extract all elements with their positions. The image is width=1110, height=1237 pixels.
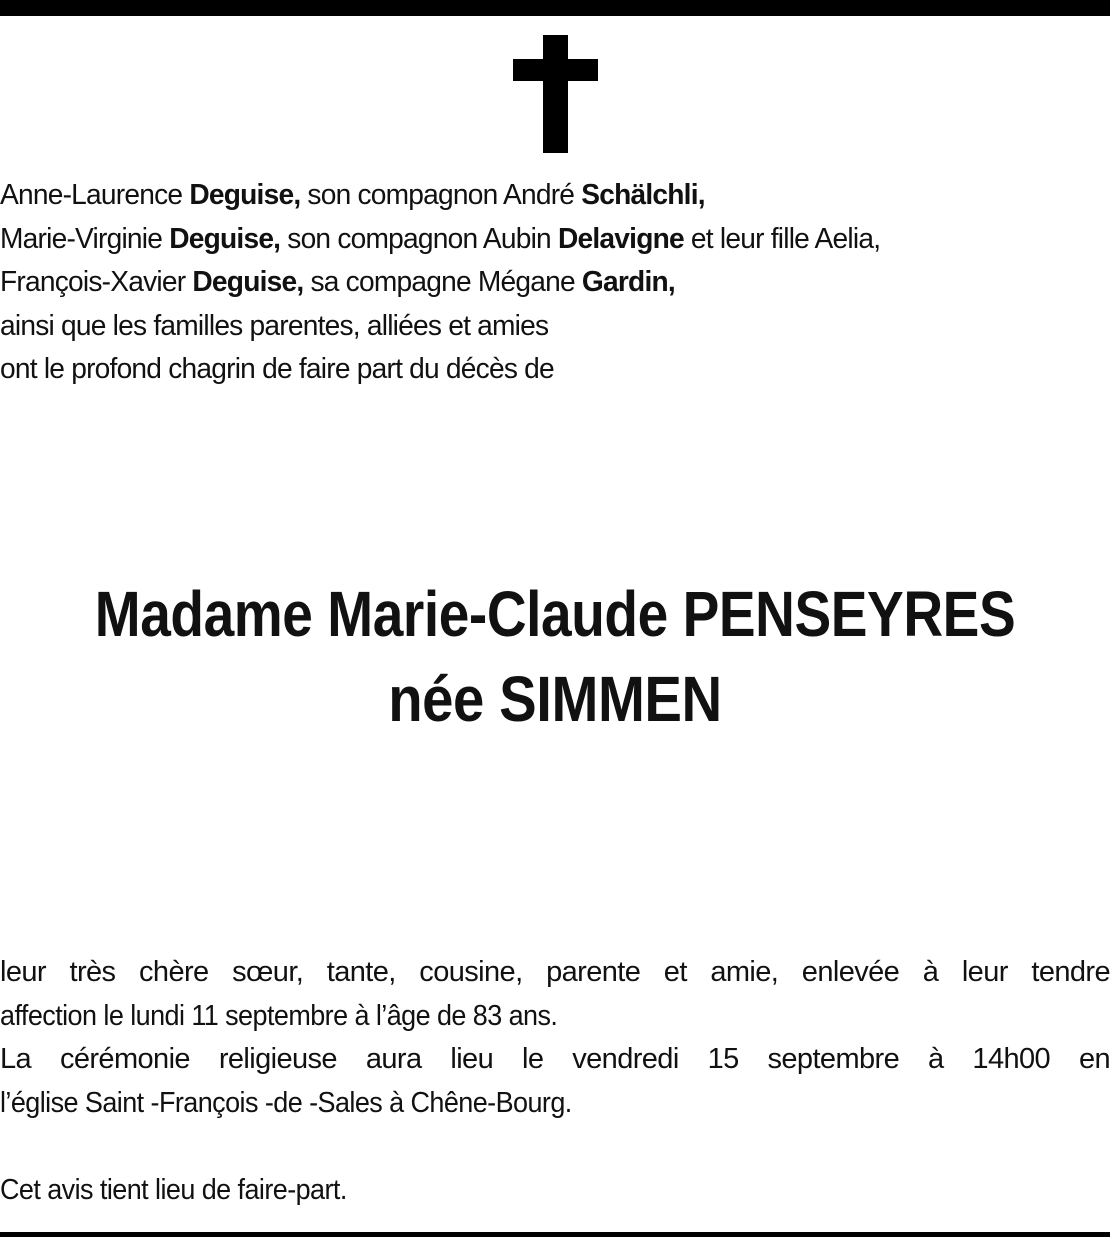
deceased-name-block — [0, 572, 1110, 742]
cross-icon — [513, 35, 598, 153]
body-line-1: leur très chère sœur, tante, cousine, parente et amie, enlevée à leur tendre — [0, 956, 1110, 988]
closing-line: Cet avis tient lieu de faire-part. — [0, 1173, 347, 1206]
body-line-4: l’église Saint -François -de -Sales à Chêne-Bourg. — [0, 1086, 572, 1119]
deceased-name: Madame Marie-Claude PENSEYRES — [94, 578, 1016, 650]
announcement-line: ont le profond chagrin de faire part du décès de — [0, 353, 554, 385]
bottom-rule — [0, 1232, 1110, 1237]
body-line-3: La cérémonie religieuse aura lieu le vendredi 15 septembre à 14h00 en — [0, 1043, 1110, 1075]
announcement-body — [0, 951, 1110, 1212]
relatives-line: ainsi que les familles parentes, alliées et amies — [0, 309, 549, 342]
announcement-intro — [0, 174, 1077, 392]
maiden-name: née SIMMEN — [388, 663, 722, 735]
body-line-2: affection le lundi 11 septembre à l’âge de 83 ans. — [0, 999, 558, 1032]
paragraph-spacer — [0, 1125, 1110, 1169]
family-line-2: Marie-Virginie Deguise, son compagnon Aubin Delavigne et leur fille Aelia, — [0, 222, 881, 255]
family-line-3: François-Xavier Deguise, sa compagne Mégane Gardin, — [0, 266, 675, 298]
top-rule — [0, 0, 1110, 16]
family-line-1: Anne-Laurence Deguise, son compagnon André Schälchli, — [0, 179, 705, 211]
